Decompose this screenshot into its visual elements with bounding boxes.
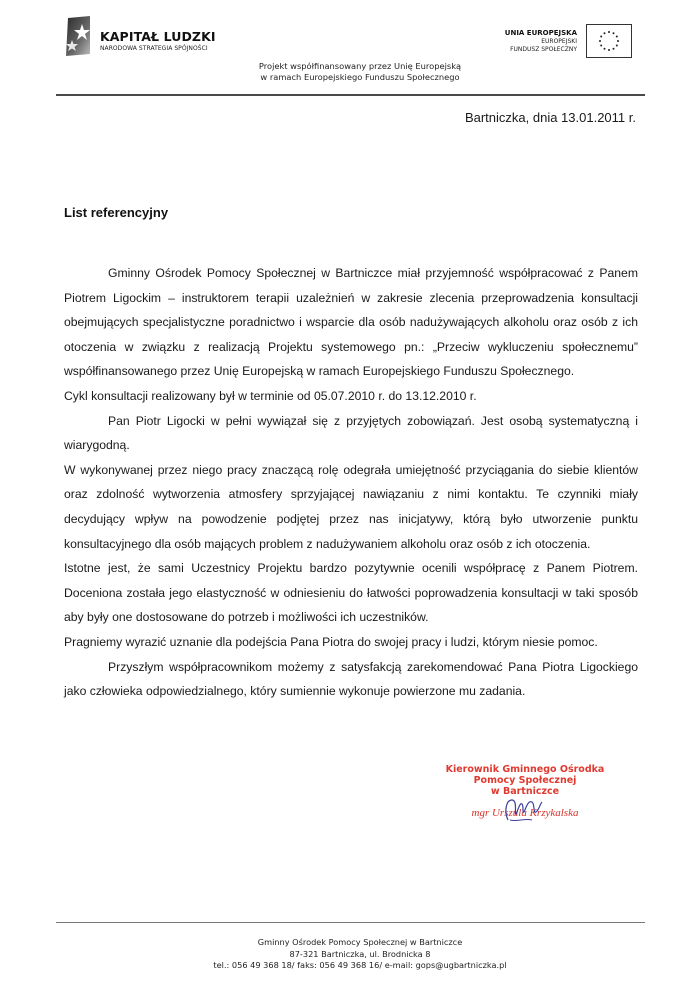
stamp-line3: w Bartniczce bbox=[490, 786, 560, 797]
footer-phone-email: tel.: 056 49 368 18/ faks: 056 49 368 16/ e-mail: gops@ugbartniczka.pl bbox=[213, 960, 507, 970]
paragraph-skills: W wykonywanej przez niego pracy znaczącą rolę odegrała umiejętność przyciągania do siebie klientów oraz zdolność wytworzenia atmosfery sprzyjającej nawiązaniu z nimi kontaktu. Te czynniki miały decydujący wpływ na powodzenie podjętej przez nas inicjatywy, którą było utworzenie punktu konsultacyjnego dla osób mających problem z nadużywaniem alkoholu oraz osób z ich otoczenia. bbox=[64, 462, 638, 551]
eu-line3: FUNDUSZ SPOŁECZNY bbox=[510, 46, 577, 53]
kapital-ludzki-logo-icon bbox=[62, 16, 92, 56]
stamp-line1: Kierownik Gminnego Ośrodka bbox=[445, 764, 605, 775]
footer-address: 87-321 Bartniczka, ul. Brodnicka 8 bbox=[289, 948, 431, 959]
project-note-line2: w ramach Europejskiego Funduszu Społecznego bbox=[260, 72, 460, 82]
paragraph-dates: Cykl konsultacji realizowany był w terminie od 05.07.2010 r. do 13.12.2010 r. bbox=[64, 388, 477, 403]
paragraph-recommendation: Przyszłym współpracownikom możemy z satysfakcją zarekomendować Pana Piotra Ligockiego jako człowieka odpowiedzialnego, który sumiennie wykonuje powierzone mu zadania. bbox=[64, 659, 638, 699]
kapital-ludzki-title: KAPITAŁ LUDZKI bbox=[100, 29, 216, 44]
eu-logo-text bbox=[505, 29, 577, 54]
project-cofinancing-note bbox=[0, 61, 700, 83]
kapital-ludzki-logo bbox=[100, 30, 216, 53]
eu-line2: EUROPEJSKI bbox=[541, 38, 577, 45]
project-note-line1: Projekt współfinansowany przez Unię Europejską bbox=[258, 61, 462, 71]
header-divider bbox=[56, 94, 645, 96]
paragraph-intro: Gminny Ośrodek Pomocy Społecznej w Bartniczce miał przyjemność współpracować z Panem Piotrem Ligockim – instruktorem terapii uzależnień w zakresie zlecenia przeprowadzenia konsultacji obejmujących specjalistyczne poradnictwo i wsparcie dla osób nadużywających alkoholu oraz osób z ich otoczenia w związku z realizacją Projektu systemowego pn.: „Przeciw wykluczeniu społecznemu” współfinansowanego przez Unię Europejską w ramach Europejskiego Funduszu Społecznego. bbox=[64, 266, 638, 379]
handwritten-signature-icon bbox=[502, 794, 546, 824]
footer-contact bbox=[0, 937, 700, 972]
footer-divider bbox=[56, 922, 645, 923]
place-date: Bartniczka, dnia 13.01.2011 r. bbox=[464, 110, 636, 125]
paragraph-reliability: Pan Piotr Ligocki w pełni wywiązał się z przyjętych zobowiązań. Jest osobą systematyczną i wiarygodną. bbox=[64, 413, 638, 453]
stamp-line2: Pomocy Społecznej bbox=[473, 775, 577, 786]
paragraph-appreciation: Pragniemy wyrazić uznanie dla podejścia Pana Piotra do swojej pracy i ludzi, którym niesie pomoc. bbox=[64, 634, 598, 649]
kapital-ludzki-subtitle: NARODOWA STRATEGIA SPÓJNOŚCI bbox=[100, 45, 208, 52]
paragraph-participants: Istotne jest, że sami Uczestnicy Projektu bardzo pozytywnie ocenili współpracę z Panem Piotrem. Doceniona została jego elastyczność w odniesieniu do łatwości poprowadzenia konsultacji w taki sposób aby były one dostosowane do potrzeb i możliwości ich uczestników. bbox=[64, 561, 638, 625]
letter-title: List referencyjny bbox=[64, 205, 169, 220]
eu-flag-icon bbox=[586, 24, 632, 58]
stamp-signatory: mgr Urszula Krzykalska bbox=[471, 807, 579, 819]
eu-title: UNIA EUROPEJSKA bbox=[504, 29, 577, 37]
footer-org-name: Gminny Ośrodek Pomocy Społecznej w Bartniczce bbox=[257, 937, 463, 947]
letter-body bbox=[64, 261, 638, 704]
